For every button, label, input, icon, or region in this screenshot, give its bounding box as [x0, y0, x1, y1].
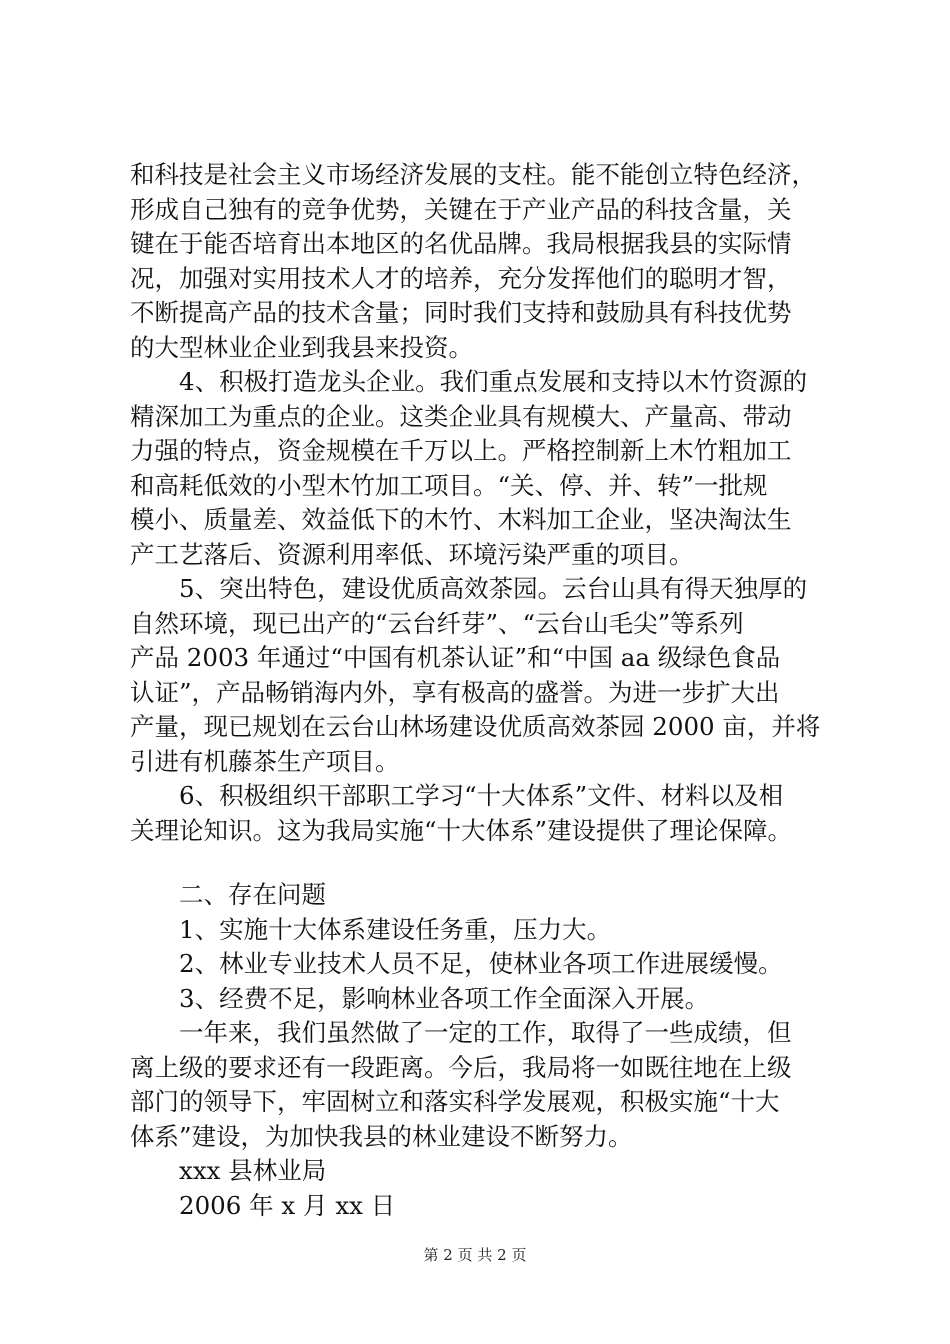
text-line: 形成自己独有的竞争优势，关键在于产业产品的科技含量，关 — [130, 194, 792, 224]
page-footer: 第 2 页 共 2 页 — [423, 1246, 527, 1264]
text-line: 6、积极组织干部职工学习“十大体系”文件、材料以及相 — [179, 781, 784, 810]
problem-item: 3、经费不足，影响林业各项工作全面深入开展。 — [179, 983, 710, 1013]
text-line: 不断提高产品的技术含量；同时我们支持和鼓励具有科技优势 — [130, 298, 792, 327]
paragraph-tech-support — [130, 158, 840, 365]
text-line: 精深加工为重点的企业。这类企业具有规模大、产量高、带动 — [130, 401, 792, 431]
text-line: 一年来，我们虽然做了一定的工作，取得了一些成绩，但 — [179, 1018, 792, 1047]
text-line: 产品 2003 年通过“中国有机茶认证”和“中国 aa 级绿色食品 — [130, 643, 781, 672]
text-line: 模小、质量差、效益低下的木竹、木料加工企业，坚决淘汰生 — [130, 505, 792, 534]
section-existing-problems — [130, 878, 840, 1016]
text-line: 和高耗低效的小型木竹加工项目。“关、停、并、转”一批规 — [130, 470, 768, 500]
signature-date: 2006 年 x 月 xx 日 — [179, 1190, 396, 1220]
text-line: 自然环境，现已出产的“云台纤芽”、“云台山毛尖”等系列 — [130, 608, 744, 638]
text-line: 况，加强对实用技术人才的培养，充分发挥他们的聪明才智， — [130, 263, 792, 293]
paragraph-staff-study — [130, 779, 840, 848]
text-line: 认证”，产品畅销海内外，享有极高的盛誉。为进一步扩大出 — [130, 677, 780, 707]
paragraph-leading-enterprises — [130, 365, 840, 572]
text-line: 引进有机藤茶生产项目。 — [130, 746, 400, 776]
text-line: 键在于能否培育出本地区的名优品牌。我局根据我县的实际情 — [130, 229, 792, 258]
text-line: 离上级的要求还有一段距离。今后，我局将一如既往地在上级 — [130, 1052, 792, 1082]
problem-item: 1、实施十大体系建设任务重，压力大。 — [179, 914, 612, 944]
text-line: 关理论知识。这为我局实施“十大体系”建设提供了理论保障。 — [130, 815, 793, 845]
text-line: 产量，现已规划在云台山林场建设优质高效茶园 2000 亩，并将 — [130, 712, 821, 741]
problem-item: 2、林业专业技术人员不足，使林业各项工作进展缓慢。 — [179, 949, 783, 978]
paragraph-conclusion — [130, 1016, 840, 1154]
text-line: 部门的领导下，牢固树立和落实科学发展观，积极实施“十大 — [130, 1087, 780, 1116]
paragraph-tea-garden — [130, 572, 840, 779]
text-line: 和科技是社会主义市场经济发展的支柱。能不能创立特色经济， — [130, 160, 816, 189]
signature-block — [130, 1154, 840, 1223]
text-line: 力强的特点，资金规模在千万以上。严格控制新上木竹粗加工 — [130, 436, 792, 465]
text-line: 5、突出特色，建设优质高效茶园。云台山具有得天独厚的 — [179, 574, 808, 603]
section-heading: 二、存在问题 — [179, 880, 326, 909]
paragraph-spacer — [130, 848, 840, 878]
signature-org: xxx 县林业局 — [179, 1156, 327, 1185]
text-line: 产工艺落后、资源利用率低、环境污染严重的项目。 — [130, 539, 694, 569]
document-body — [130, 158, 840, 1223]
text-line: 4、积极打造龙头企业。我们重点发展和支持以木竹资源的 — [179, 367, 808, 396]
text-line: 体系”建设，为加快我县的林业建设不断努力。 — [130, 1121, 633, 1151]
text-line: 的大型林业企业到我县来投资。 — [130, 332, 473, 362]
